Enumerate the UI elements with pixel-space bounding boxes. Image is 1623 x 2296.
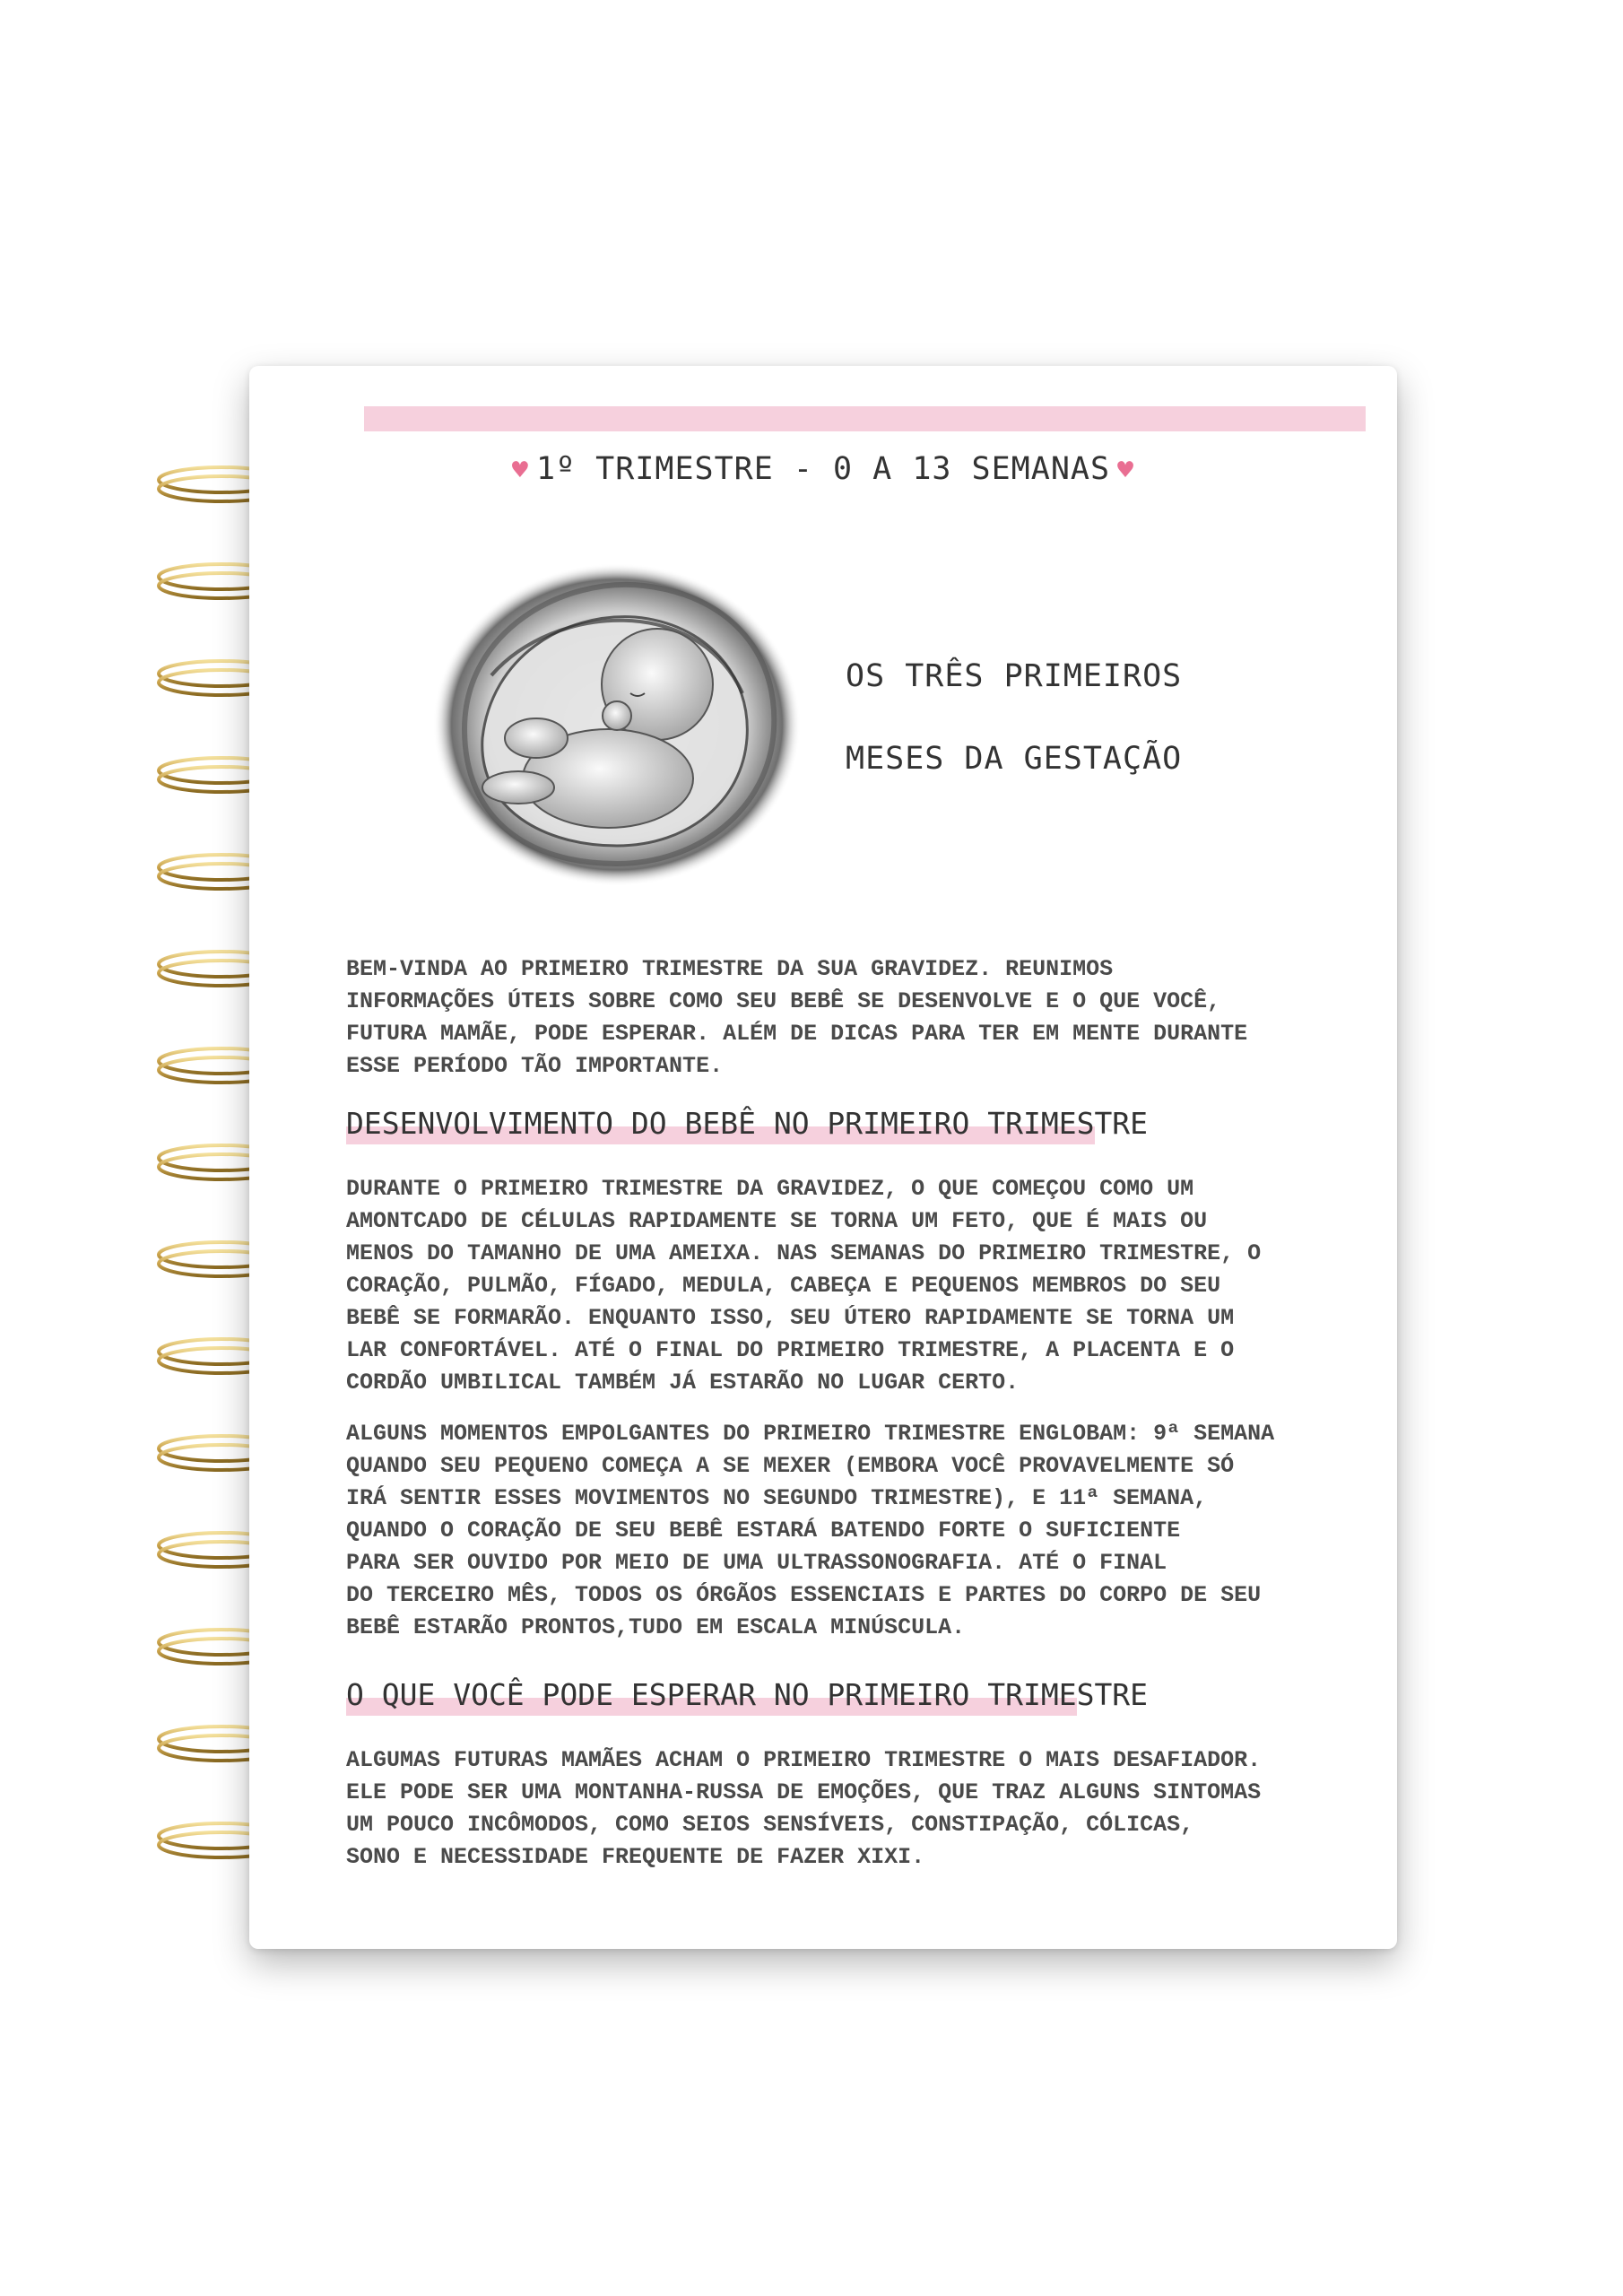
notebook-page: [249, 366, 1397, 1949]
fetus-illustration: [429, 550, 805, 891]
text-line: CORAÇÃO, PULMÃO, FÍGADO, MEDULA, CABEÇA E PEQUENOS MEMBROS DO SEU: [346, 1273, 1221, 1299]
text-line: MENOS DO TAMANHO DE UMA AMEIXA. NAS SEMANAS DO PRIMEIRO TRIMESTRE, O: [346, 1240, 1262, 1266]
intro-paragraph: [346, 953, 1386, 1083]
text-line: INFORMAÇÕES ÚTEIS SOBRE COMO SEU BEBÊ SE DESENVOLVE E O QUE VOCÊ,: [346, 988, 1221, 1014]
text-line: ELE PODE SER UMA MONTANHA-RUSSA DE EMOÇÕES, QUE TRAZ ALGUNS SINTOMAS: [346, 1779, 1262, 1805]
text-line: FUTURA MAMÃE, PODE ESPERAR. ALÉM DE DICAS PARA TER EM MENTE DURANTE: [346, 1021, 1248, 1047]
text-line: QUANDO O CORAÇÃO DE SEU BEBÊ ESTARÁ BATENDO FORTE O SUFICIENTE: [346, 1518, 1181, 1544]
section-paragraph: [346, 1744, 1386, 1874]
text-line: AMONTCADO DE CÉLULAS RAPIDAMENTE SE TORNA UM FETO, QUE É MAIS OU: [346, 1208, 1208, 1234]
text-line: LAR CONFORTÁVEL. ATÉ O FINAL DO PRIMEIRO TRIMESTRE, A PLACENTA E O: [346, 1337, 1235, 1363]
text-line: ALGUNS MOMENTOS EMPOLGANTES DO PRIMEIRO TRIMESTRE ENGLOBAM: 9ª SEMANA: [346, 1421, 1275, 1447]
text-line: ALGUMAS FUTURAS MAMÃES ACHAM O PRIMEIRO TRIMESTRE O MAIS DESAFIADOR.: [346, 1747, 1262, 1773]
subtitle-line: MESES DA GESTAÇÃO: [846, 741, 1183, 777]
subtitle: [846, 635, 1294, 800]
text-line: DURANTE O PRIMEIRO TRIMESTRE DA GRAVIDEZ, O QUE COMEÇOU COMO UM: [346, 1176, 1194, 1202]
text-line: SONO E NECESSIDADE FREQUENTE DE FAZER XIXI.: [346, 1844, 925, 1870]
section-paragraph: [346, 1418, 1386, 1644]
section-heading: O QUE VOCÊ PODE ESPERAR NO PRIMEIRO TRIMESTRE: [346, 1677, 1149, 1712]
text-line: QUANDO SEU PEQUENO COMEÇA A SE MEXER (EMBORA VOCÊ PROVAVELMENTE SÓ: [346, 1453, 1235, 1479]
text-line: UM POUCO INCÔMODOS, COMO SEIOS SENSÍVEIS, CONSTIPAÇÃO, CÓLICAS,: [346, 1812, 1194, 1838]
heart-icon: ♥: [1117, 455, 1135, 486]
text-line: BEM-VINDA AO PRIMEIRO TRIMESTRE DA SUA GRAVIDEZ. REUNIMOS: [346, 956, 1114, 982]
text-line: BEBÊ ESTARÃO PRONTOS,TUDO EM ESCALA MINÚSCULA.: [346, 1614, 966, 1640]
section-paragraph: [346, 1173, 1386, 1399]
page-title-text: 1º TRIMESTRE - 0 A 13 SEMANAS: [535, 451, 1111, 487]
heart-icon: ♥: [511, 455, 529, 486]
page-title: [249, 451, 1397, 487]
text-line: BEBÊ SE FORMARÃO. ENQUANTO ISSO, SEU ÚTERO RAPIDAMENTE SE TORNA UM: [346, 1305, 1235, 1331]
top-accent-bar: [364, 406, 1366, 431]
text-line: DO TERCEIRO MÊS, TODOS OS ÓRGÃOS ESSENCIAIS E PARTES DO CORPO DE SEU: [346, 1582, 1262, 1608]
subtitle-line: OS TRÊS PRIMEIROS: [846, 658, 1183, 694]
text-line: CORDÃO UMBILICAL TAMBÉM JÁ ESTARÃO NO LUGAR CERTO.: [346, 1370, 1020, 1396]
text-line: ESSE PERÍODO TÃO IMPORTANTE.: [346, 1053, 724, 1079]
section-heading: DESENVOLVIMENTO DO BEBÊ NO PRIMEIRO TRIMESTRE: [346, 1106, 1149, 1141]
text-line: IRÁ SENTIR ESSES MOVIMENTOS NO SEGUNDO TRIMESTRE), E 11ª SEMANA,: [346, 1485, 1208, 1511]
text-line: PARA SER OUVIDO POR MEIO DE UMA ULTRASSONOGRAFIA. ATÉ O FINAL: [346, 1550, 1167, 1576]
